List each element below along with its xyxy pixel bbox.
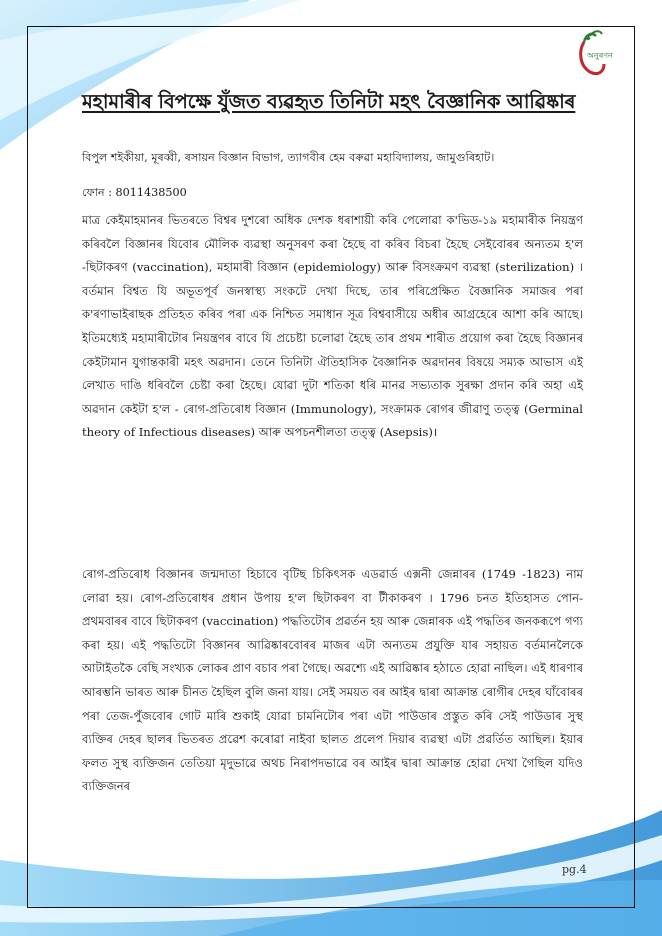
paragraph-immunology: ৰোগ-প্ৰতিৰোধ বিজ্ঞানৰ জন্মদাতা হিচাবে বৃটিছ চিকিৎসক এডৱাৰ্ড এক্সনী জেন্নাৰৰ (1749 -1823) নাম লোৱা হয়। ৰোগ-প্ৰতিৰোধৰ প্ৰধান উপায় হ'ল ছিটাকৰণ বা টীকাকৰণ । 1796 চনত ইতিহাসত পোন-প্ৰথমবাৰৰ বাবে ছিটাকৰণ (vaccination) পদ্ধতিটোৰ প্ৰৱৰ্তন হয় আৰু জেন্নাৰক এই পদ্ধতিৰ জনকৰূপে গণ্য কৰা হয়। এই পদ্ধতিটো বিজ্ঞানৰ আৱিষ্কাৰবোৰৰ মাজৰ এটা অন্যতম প্ৰযুক্তি যাৰ সহায়ত বৰ্তমানলৈকে আটাইতকৈ বেছি সংখ্যক লোকৰ প্ৰাণ বচাব পৰা গৈছে। অৱশ্যে এই আৱিষ্কাৰ হঠাতে হোৱা নাছিল। এই ধাৰণাৰ আৰম্ভনি ভাৰত আৰু চীনত হৈছিল বুলি জনা যায়। সেই সময়ত বৰ আইৰ দ্বাৰা আক্ৰান্ত ৰোগীৰ দেহৰ ঘাঁবোৰৰ পৰা তেজ-পুঁজবোৰ গোট মাৰি শুকাই যোৱা চামনিটোৰ পৰা এটা পাউডাৰ প্ৰস্তুত কৰি সেই পাউডাৰ সুস্থ ব্যক্তিৰ দেহৰ ছালৰ ভিতৰত প্ৰৱেশ কৰোৱা নাইবা ছালত প্ৰলেপ দিয়াৰ ব্যৱস্থা এটা প্ৰৱৰ্তিত আছিল। ইয়াৰ ফলত সুস্থ ব্যক্তিজন তেতিয়া মৃদুভাৱে অথচ নিৰাপদভাৱে বৰ আইৰ দ্বাৰা আক্ৰান্ত হোৱা দেখা গৈছিল যদিও ব্যক্তিজনৰ (82, 567, 583, 794)
phone-number: ফোন : 8011438500 (82, 186, 187, 199)
page-number: pg.4 (562, 863, 587, 876)
logo-text: অনুৰণন (587, 51, 613, 60)
article-title: মহামাৰীৰ বিপক্ষে যুঁজত ব্যৱহৃত তিনিটা মহৎ বৈজ্ঞানিক আৱিষ্কাৰ (82, 90, 576, 113)
author-byline: বিপুল শইকীয়া, মূৰব্বী, ৰসায়ন বিজ্ঞান বিভাগ, ত্যাগবীৰ হেম বৰুৱা মহাবিদ্যালয়, জামুগুৰিহাট। (82, 151, 495, 164)
paragraph-intro: মাত্ৰ কেইমাহমানৰ ভিতৰতে বিশ্বৰ দুশৰো অধিক দেশক ধৰাশায়ী কৰি পেলোৱা ক'ভিড-১৯ মহামাৰীক নিয়ন্ত্ৰণ কৰিবলৈ বিজ্ঞানৰ যিবোৰ মৌলিক ব্যৱস্থা অনুসৰণ কৰা হৈছে বা কৰিব বিচৰা হৈছে সেইবোৰৰ অন্যতম হ'ল -ছিটাকৰণ (vaccination), মহামাৰী বিজ্ঞান (epidemiology) আৰু বিসংক্ৰমণ ব্যৱস্থা (sterilization) । বৰ্তমান বিশ্বত যি অভূতপূৰ্ব জনস্বাস্থ্য সংকটে দেখা দিছে, তাৰ পৰিপ্ৰেক্ষিত বৈজ্ঞানিক সমাজৰ পৰা ক'ৰণাভাইৰাছক প্ৰতিহত কৰিব পৰা এক নিশ্চিত সমাধান সূত্ৰ বিশ্ববাসীয়ে অধীৰ আগ্ৰহেৰে আশা কৰি আছে। ইতিমধ্যেই মহামাৰীটোৰ নিয়ন্ত্ৰণৰ বাবে যি প্ৰচেষ্টা চলোৱা হৈছে তাৰ প্ৰথম শাৰীত প্ৰয়োগ কৰা হৈছে বিজ্ঞানৰ কেইটামান যুগান্তকাৰী মহৎ অৱদান। তেনে তিনিটা ঐতিহাসিক বৈজ্ঞানিক অৱদানৰ বিষয়ে সম্যক আভাস এই লেখাত দাঙি ধৰিবলৈ চেষ্টা কৰা হৈছে। যোৱা দুটা শতিকা ধৰি মানৱ সভ্যতাক সুৰক্ষা প্ৰদান কৰি অহা এই অৱদান কেইটা হ'ল - ৰোগ-প্ৰতিৰোধ বিজ্ঞান (Immunology), সংক্ৰামক ৰোগৰ জীৱাণু তত্ত্ব (Germinal theory of Infectious diseases) আৰু অপচনশীলতা তত্ত্ব (Asepsis)। (82, 213, 583, 440)
